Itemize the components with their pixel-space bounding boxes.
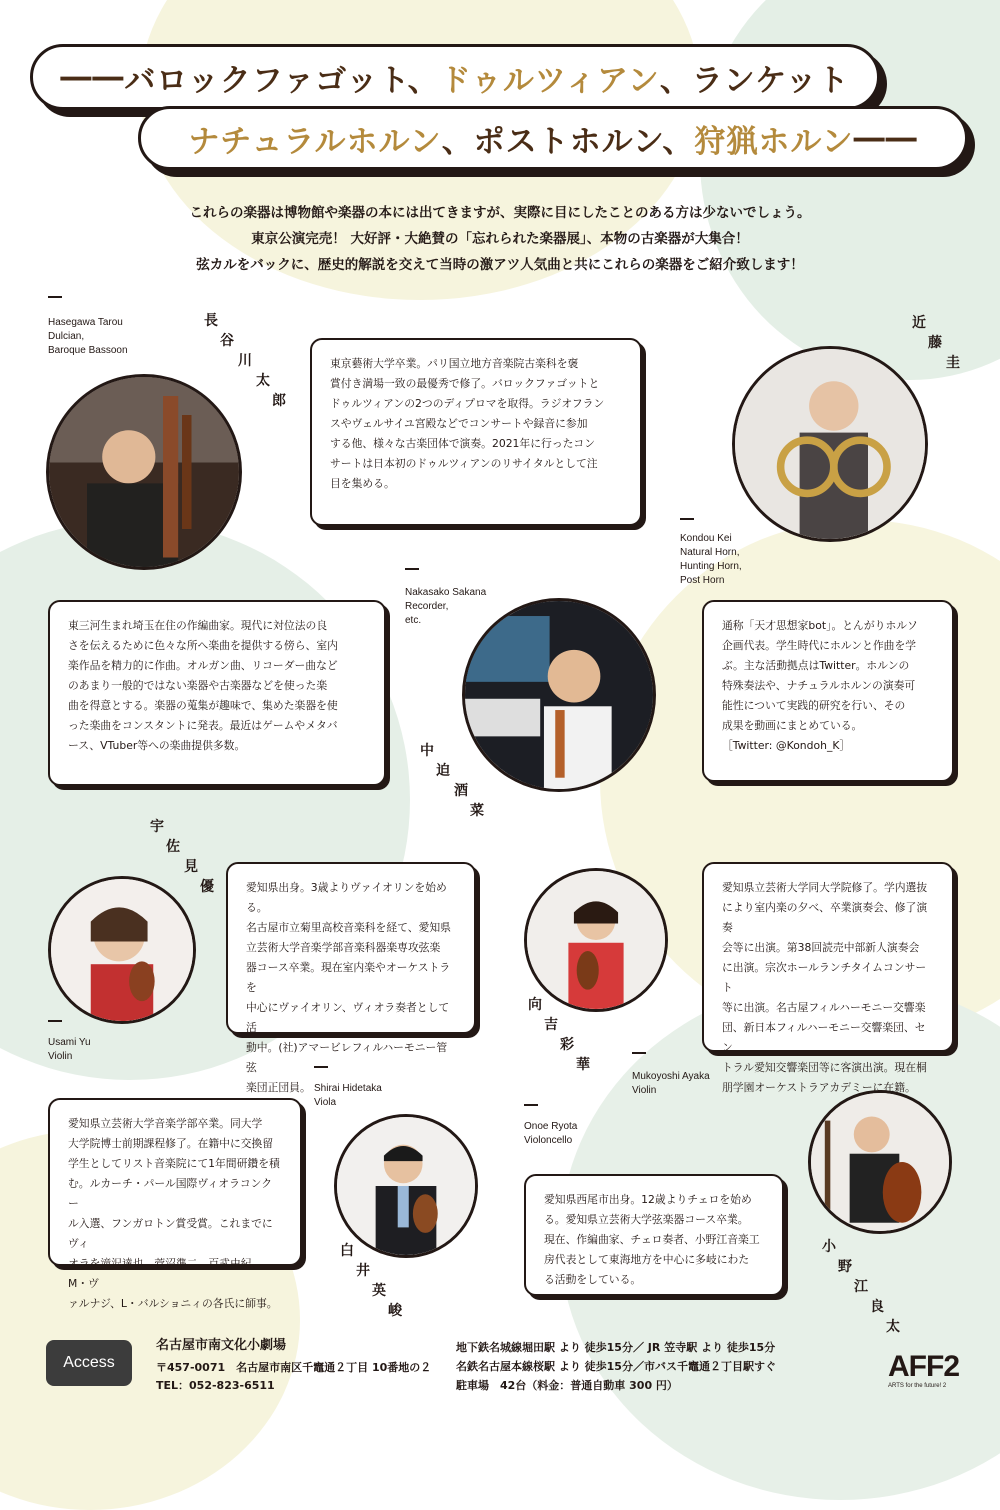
bio-text-onoe: 愛知県西尾市出身。12歳よりチェロを始め る。愛知県立芸術大学弦楽器コース卒業。 現在、作編曲家、チェロ奏者、小野江音楽工 房代表として東海地方を中心に多岐にわた る活動をしている。 — [544, 1193, 760, 1286]
route-2: 名鉄名古屋本線桜駅 より 徒歩15分／市バス千竈通２丁目駅すぐ — [456, 1360, 776, 1373]
title-line-2 — [138, 106, 968, 170]
name-onoe-4: 良 — [870, 1299, 884, 1315]
bio-text-nakasako: 東三河生まれ埼玉在住の作編曲家。現代に対位法の良 さを伝えるために色々な所へ楽曲を提供する傍ら、室内 楽作品を精力的に作曲。オルガン曲、リコーダー曲など のあまり一般的ではない楽器や古楽器などを使った楽 曲を得意とする。楽器の蒐集が趣味で、集めた楽器を使 った楽曲をコンスタントに発表。最近はゲームやメタバ ース、VTuber等への楽曲提供多数。 — [68, 619, 338, 752]
photo-usami — [48, 876, 196, 1024]
bio-text-usami: 愛知県出身。3歳よりヴァイオリンを始める。 名古屋市立菊里高校音楽科を経て、愛知県 立芸術大学音楽学部音楽科器楽専攻弦楽 器コース卒業。現在室内楽やオーケストラを 中心にヴァイオリン、ヴィオラ奏者として活 動中。(社)アマービレフィルハーモニー管弦 楽団正団員。 — [246, 881, 451, 1094]
name-mukoyoshi-4: 華 — [576, 1057, 590, 1073]
label-dash — [48, 1020, 62, 1022]
label-dash — [314, 1066, 328, 1068]
access-button: Access — [46, 1340, 132, 1386]
route-1: 地下鉄名城線堀田駅 より 徒歩15分／ JR 笠寺駅 より 徒歩15分 — [456, 1341, 776, 1354]
photo-hasegawa — [46, 374, 242, 570]
bio-hasegawa — [310, 338, 642, 526]
name-nakasako-2: 迫 — [436, 763, 450, 779]
intro-text — [0, 200, 1000, 278]
label-nakasako: Nakasako Sakana Recorder, etc. — [405, 587, 487, 626]
name-usami-3: 見 — [184, 859, 198, 875]
name-nakasako-3: 酒 — [454, 783, 468, 799]
name-shirai-3: 英 — [372, 1283, 386, 1299]
photo-mukoyoshi — [524, 868, 668, 1012]
name-usami-2: 佐 — [166, 839, 180, 855]
logo-tagline: ARTS for the future! 2 — [888, 1383, 947, 1389]
name-kondou-2: 藤 — [928, 335, 942, 351]
name-mukoyoshi-2: 吉 — [544, 1017, 558, 1033]
photo-kondou — [732, 346, 928, 542]
name-shirai-1: 白 — [340, 1243, 354, 1259]
bio-text-kondou: 通称「天才思想家bot」。とんがりホルソ 企画代表。学生時代にホルンと作曲を学 ぶ。主な活動拠点はTwitter。ホルンの 特殊奏法や、ナチュラルホルンの演奏可 能性について実践的研究を行い、その 成果を動画にまとめている。 ［Twitter: @Kondoh_K］ — [722, 619, 918, 752]
title-instrument-1: バロックファゴット、 — [124, 62, 440, 99]
label-shirai: Shirai Hidetaka Viola — [314, 1083, 382, 1108]
name-onoe-1: 小 — [822, 1239, 836, 1255]
venue-address: 〒457-0071 名古屋市南区千竈通２丁目 10番地の２ — [156, 1361, 432, 1374]
name-mukoyoshi-1: 向 — [528, 997, 542, 1013]
name-onoe-3: 江 — [854, 1279, 868, 1295]
title-line-1 — [30, 44, 880, 110]
logo-text: AFF2 — [888, 1350, 959, 1383]
bio-text-shirai: 愛知県立芸術大学音楽学部卒業。同大学 大学院博士前期課程修了。在籍中に交換留 学生としてリスト音楽院にて1年間研鑽を積 む。ルカーチ・パール国際ヴィオラコンクー ル入選、フンガロトン賞受賞。これまでにヴィ オラを滝沢達也、菅沼準二、百武由紀、M・ヴ ァルナジ、L・バルショニィの各氏に師事。 — [68, 1117, 280, 1310]
photo-shirai — [334, 1114, 478, 1258]
name-nakasako-4: 菜 — [470, 803, 484, 819]
label-dash — [680, 518, 694, 520]
title-instrument-2: ドゥルツィアン — [439, 62, 660, 99]
label-dash — [632, 1052, 646, 1054]
name-hasegawa-5: 郎 — [272, 393, 286, 409]
name-nakasako-1: 中 — [420, 743, 434, 759]
name-usami-1: 宇 — [150, 819, 164, 835]
venue-tel: TEL：052-823-6511 — [156, 1379, 275, 1392]
name-usami-4: 優 — [200, 879, 214, 895]
name-mukoyoshi-3: 彩 — [560, 1037, 574, 1053]
label-kondou: Kondou Kei Natural Horn, Hunting Horn, Post Horn — [680, 533, 742, 586]
name-kondou-3: 圭 — [946, 355, 960, 371]
intro-line-1: これらの楽器は博物館や楽器の本には出てきますが、実際に目にしたことのある方は少ないでしょう。 — [189, 205, 811, 221]
photo-nakasako — [462, 598, 656, 792]
name-onoe-2: 野 — [838, 1259, 852, 1275]
name-onoe-5: 太 — [886, 1319, 900, 1335]
title-instrument-6: 狩猟ホルン — [694, 123, 854, 160]
title-rule-right: ―― — [853, 120, 918, 156]
bio-shirai — [48, 1098, 302, 1310]
name-shirai-4: 峻 — [388, 1303, 402, 1319]
bio-mukoyoshi — [702, 862, 954, 1094]
name-kondou-1: 近 — [912, 315, 926, 331]
photo-onoe — [808, 1090, 952, 1234]
title-rule-left: ―― — [60, 59, 125, 95]
bio-onoe — [524, 1174, 784, 1296]
label-dash — [48, 296, 62, 298]
bio-usami — [226, 862, 476, 1094]
intro-line-2: 東京公演完売！ 大好評・大絶賛の「忘れられた楽器展」、本物の古楽器が大集合！ — [251, 231, 749, 247]
label-onoe: Onoe Ryota Violoncello — [524, 1121, 578, 1146]
parking-info: 駐車場 42台（料金：普通自動車 300 円） — [456, 1379, 678, 1392]
bio-text-hasegawa: 東京藝術大学卒業。パリ国立地方音楽院古楽科を褒 賞付き満場一致の最優秀で修了。バロックファゴットと ドゥルツィアンの2つのディプロマを取得。ラジオフラン スやヴェルサイユ宮殿などでコンサートや録音に参加 する他、様々な古楽団体で演奏。2021年に行ったコン サートは日本初のドゥルツィアンのリサイタルとして注 目を集める。 — [330, 357, 605, 490]
title-instrument-3: 、ランケット — [659, 62, 850, 99]
label-usami: Usami Yu Violin — [48, 1037, 91, 1062]
bio-kondou — [702, 600, 954, 782]
title-instrument-4: ナチュラルホルン — [188, 123, 442, 160]
name-hasegawa-1: 長 — [204, 313, 218, 329]
bio-text-mukoyoshi: 愛知県立芸術大学同大学院修了。学内選抜 により室内楽の夕べ、卒業演奏会、修了演奏 会等に出演。第38回読売中部新人演奏会 に出演。宗次ホールランチタイムコンサート 等に出演。名古屋フィルハーモニー交響楽 団、新日本フィルハーモニー交響楽団、セン トラル愛知交響楽団等に客演出演。現在桐 朋学園オーケストラアカデミーに在籍。 — [722, 881, 928, 1094]
intro-line-3: 弦カルをバックに、歴史的解説を交えて当時の激アツ人気曲と共にこれらの楽器をご紹介致します！ — [196, 257, 804, 273]
label-hasegawa: Hasegawa Tarou Dulcian, Baroque Bassoon — [48, 317, 128, 356]
name-hasegawa-2: 谷 — [220, 333, 234, 349]
label-dash — [405, 568, 419, 570]
label-mukoyoshi: Mukoyoshi Ayaka Violin — [632, 1071, 710, 1096]
aff2-logo — [888, 1352, 959, 1390]
title-instrument-5: 、ポストホルン、 — [441, 123, 695, 160]
bio-nakasako — [48, 600, 386, 786]
name-hasegawa-3: 川 — [238, 353, 252, 369]
label-dash — [524, 1104, 538, 1106]
venue-name: 名古屋市南文化小劇場 — [156, 1338, 287, 1353]
name-shirai-2: 井 — [356, 1263, 370, 1279]
name-hasegawa-4: 太 — [256, 373, 270, 389]
